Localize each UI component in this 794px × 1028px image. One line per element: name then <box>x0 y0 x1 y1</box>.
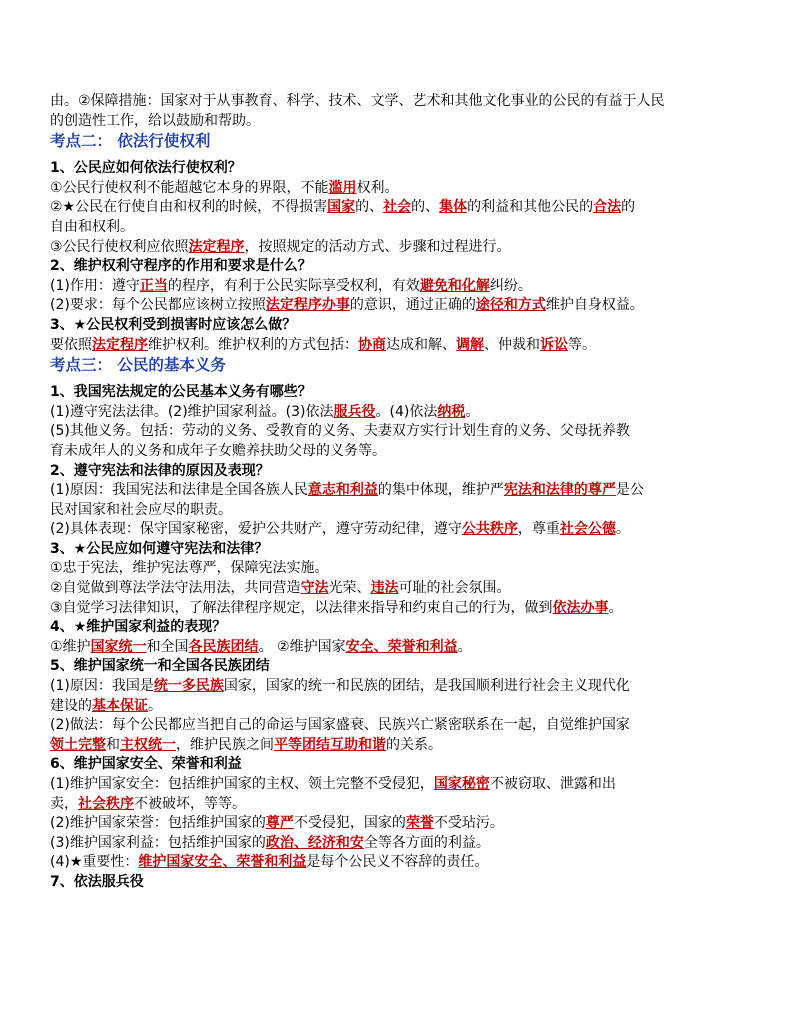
text-segment: 的创造性工作，给以鼓励和帮助。 <box>50 112 260 129</box>
text-segment: 全等各方面的利益。 <box>363 834 490 851</box>
highlighted-keyword: 调解 <box>456 336 484 353</box>
text-segment: (1)遵守宪法法律。(2)维护国家利益。(3)依法 <box>50 403 334 420</box>
text-segment: 的、 <box>411 199 440 216</box>
text-segment: (2)具体表现：保守国家秘密，爱护公共财产，遵守劳动纪律，遵守 <box>50 521 462 538</box>
text-segment: (2)维护国家荣誉：包括维护国家的 <box>50 815 266 832</box>
highlighted-keyword: 统一多民族 <box>153 678 224 695</box>
text-segment: 权利。 <box>356 179 399 196</box>
text-segment: 自由和权利。 <box>50 218 134 235</box>
text-segment: 的 <box>621 199 636 216</box>
text-segment: 的利益和其他公民的 <box>467 199 594 216</box>
text-segment: 。 <box>148 697 162 714</box>
text-line <box>50 814 750 834</box>
text-segment: 达成和解、 <box>386 336 456 353</box>
text-segment: (1)维护国家安全：包括维护国家的主权、领土完整不受侵犯， <box>50 776 434 792</box>
text-line <box>50 442 750 462</box>
document-page <box>50 92 750 893</box>
text-line <box>50 501 750 521</box>
text-segment: ，尊重 <box>517 521 560 538</box>
text-line <box>50 422 750 442</box>
highlighted-keyword: 维护国家安全、荣誉和利益 <box>138 854 307 871</box>
highlighted-keyword: 尊严 <box>265 815 294 832</box>
text-segment: 不受玷污。 <box>433 815 504 832</box>
text-segment: 3、★公民应如何遵守宪法和法律？ <box>50 540 269 557</box>
text-line <box>50 296 750 316</box>
highlighted-keyword: 领土完整 <box>50 736 106 753</box>
text-segment: 。 <box>457 638 472 655</box>
question-line <box>50 873 750 893</box>
highlighted-keyword: 公共秩序 <box>461 521 518 538</box>
text-segment: 不被破坏，等等。 <box>134 795 246 812</box>
text-line <box>50 599 750 619</box>
text-segment: ③公民行使权利应依照 <box>50 238 189 255</box>
question-line <box>50 383 750 403</box>
text-line <box>50 716 750 736</box>
highlighted-keyword: 协商 <box>358 336 386 353</box>
question-line <box>50 540 750 560</box>
highlighted-keyword: 主权统一 <box>120 736 176 753</box>
text-segment: 的意识，通过正确的 <box>349 297 476 314</box>
question-line <box>50 755 750 775</box>
text-segment: 由。②保障措施：国家对于从事教育、科学、技术、文学、艺术和其他文化事业的公民的有益于人民 <box>50 93 665 109</box>
text-segment: 不受侵犯，国家的 <box>293 815 406 832</box>
text-segment: 4、★维护国家利益的表现？ <box>50 619 227 636</box>
question-line <box>50 618 750 638</box>
highlighted-keyword: 意志和利益 <box>307 482 378 499</box>
text-segment: 不被窃取、泄露和出 <box>489 776 616 792</box>
text-line <box>50 481 750 501</box>
text-segment: 2、遵守宪法和法律的原因及表现？ <box>50 462 270 479</box>
text-segment: (4)★重要性： <box>50 854 139 871</box>
text-segment: ①维护 <box>50 638 91 655</box>
text-line <box>50 403 750 423</box>
text-segment: (1)作用：遵守 <box>50 277 140 294</box>
text-line <box>50 179 750 199</box>
text-segment: 维护自身权益。 <box>545 297 644 314</box>
text-line <box>50 238 750 258</box>
highlighted-keyword: 法定程序 <box>92 336 148 353</box>
text-segment: 纠纷。 <box>489 277 532 294</box>
highlighted-keyword: 各民族团结 <box>188 638 259 655</box>
text-segment: 民对国家和社会应尽的职责。 <box>50 501 232 518</box>
question-line <box>50 316 750 336</box>
text-line <box>50 336 750 356</box>
text-segment: 。 <box>615 521 630 538</box>
text-segment: 等。 <box>568 336 596 353</box>
text-segment: 育未成年人的义务和成年子女赡养扶助父母的义务等。 <box>50 442 386 459</box>
text-segment: 的集中体现，维护严 <box>377 482 504 499</box>
highlighted-keyword: 安全、荣誉和利益 <box>345 638 458 655</box>
text-line <box>50 853 750 873</box>
text-segment: ，按照规定的活动方式、步骤和过程进行。 <box>244 238 511 255</box>
text-segment: (2)要求：每个公民都应该树立按照 <box>50 297 266 314</box>
text-segment: 7、依法服兵役 <box>50 873 144 890</box>
question-line <box>50 657 750 677</box>
text-segment: 1、公民应如何依法行使权利？ <box>50 160 242 177</box>
text-segment: ①公民行使权利不能超越它本身的界限，不能 <box>50 179 329 196</box>
text-segment: 的、 <box>355 199 384 216</box>
text-segment: (1)原因：我国是 <box>50 678 154 695</box>
highlighted-keyword: 合法 <box>593 199 622 216</box>
text-line <box>50 834 750 854</box>
text-segment: 。(4)依法 <box>375 403 438 420</box>
highlighted-keyword: 法定程序办事 <box>265 297 350 314</box>
highlighted-keyword: 国家秘密 <box>433 776 490 792</box>
text-line <box>50 112 750 132</box>
highlighted-keyword: 依法办事 <box>552 599 609 616</box>
highlighted-keyword: 违法 <box>370 580 399 597</box>
text-segment: 和 <box>106 736 120 753</box>
text-segment: 、仲裁和 <box>484 336 540 353</box>
text-segment: 考点二： 依法行使权利 <box>50 132 211 151</box>
text-segment: 是每个公民义不容辞的责任。 <box>306 854 489 871</box>
highlighted-keyword: 社会秩序 <box>78 795 134 812</box>
text-segment: 维护权利。维护权利的方式包括： <box>148 336 358 353</box>
text-line <box>50 736 750 756</box>
highlighted-keyword: 宪法和法律的尊严 <box>503 482 616 499</box>
highlighted-keyword: 诉讼 <box>540 336 568 353</box>
text-segment: ③自觉学习法律知识，了解法律程序规定，以法律来指导和约束自己的行为，做到 <box>50 599 553 616</box>
text-segment: 2、维护权利守程序的作用和要求是什么？ <box>50 258 312 275</box>
text-segment: ①忠于宪法，维护宪法尊严，保障宪法实施。 <box>50 560 329 577</box>
text-segment: 的关系。 <box>386 736 442 753</box>
text-line <box>50 92 750 112</box>
question-line <box>50 462 750 482</box>
text-segment: 。 <box>608 599 623 616</box>
highlighted-keyword: 国家 <box>327 199 356 216</box>
text-segment: (1)原因：我国宪法和法律是全国各族人民 <box>50 482 308 499</box>
text-segment: 可耻的社会氛围。 <box>398 580 511 597</box>
text-segment: ②★公民在行使自由和权利的时候，不得损害 <box>50 199 328 216</box>
highlighted-keyword: 社会公德 <box>559 521 616 538</box>
text-line <box>50 697 750 717</box>
text-line <box>50 677 750 697</box>
text-segment: 是公 <box>615 482 644 499</box>
highlighted-keyword: 服兵役 <box>333 403 376 420</box>
text-segment: 建设的 <box>50 697 92 714</box>
question-line <box>50 159 750 179</box>
text-line <box>50 277 750 297</box>
highlighted-keyword: 政治、经济和安 <box>265 834 364 851</box>
text-segment: 和全国 <box>146 638 189 655</box>
text-segment: 国家，国家的统一和民族的团结，是我国顺利进行社会主义现代化 <box>223 678 630 695</box>
highlighted-keyword: 集体 <box>439 199 468 216</box>
text-segment: 。 ②维护国家 <box>258 638 346 655</box>
text-segment: 5、维护国家统一和全国各民族团结 <box>50 658 270 675</box>
text-segment: 考点三： 公民的基本义务 <box>50 356 226 375</box>
text-line <box>50 638 750 658</box>
text-segment: 。 <box>465 403 480 420</box>
text-segment: 要依照 <box>50 336 92 353</box>
highlighted-keyword: 守法 <box>300 580 329 597</box>
highlighted-keyword: 社会 <box>383 199 412 216</box>
highlighted-keyword: 平等团结互助和谐 <box>274 736 386 753</box>
text-line <box>50 218 750 238</box>
section-heading <box>50 355 750 376</box>
highlighted-keyword: 滥用 <box>328 179 357 196</box>
text-segment: (3)维护国家利益：包括维护国家的 <box>50 834 266 851</box>
text-line <box>50 198 750 218</box>
highlighted-keyword: 国家统一 <box>90 638 147 655</box>
text-line <box>50 559 750 579</box>
text-segment: 光荣、 <box>328 580 371 597</box>
text-segment: 3、★公民权利受到损害时应该怎么做？ <box>50 316 297 333</box>
text-line <box>50 775 750 795</box>
highlighted-keyword: 荣誉 <box>405 815 434 832</box>
text-line <box>50 520 750 540</box>
text-segment: ，维护民族之间 <box>176 736 274 753</box>
highlighted-keyword: 法定程序 <box>188 238 245 255</box>
text-segment: 的程序，有利于公民实际享受权利，有效 <box>167 277 420 294</box>
highlighted-keyword: 避免和化解 <box>419 277 490 294</box>
question-line <box>50 257 750 277</box>
text-line <box>50 795 750 815</box>
text-segment: (5)其他义务。包括：劳动的义务、受教育的义务、夫妻双方实行计划生育的义务、父母抚养教 <box>50 423 630 440</box>
text-segment: ②自觉做到尊法学法守法用法，共同营造 <box>50 580 301 597</box>
text-segment: 1、我国宪法规定的公民基本义务有哪些？ <box>50 384 312 401</box>
text-line <box>50 579 750 599</box>
section-heading <box>50 131 750 152</box>
highlighted-keyword: 基本保证 <box>92 697 148 714</box>
highlighted-keyword: 纳税 <box>437 403 466 420</box>
highlighted-keyword: 途径和方式 <box>475 297 546 314</box>
text-segment: 卖， <box>50 795 78 812</box>
text-segment: 6、维护国家安全、荣誉和利益 <box>50 756 242 773</box>
text-segment: (2)做法：每个公民都应当把自己的命运与国家盛衰、民族兴亡紧密联系在一起，自觉维护国家 <box>50 717 630 734</box>
highlighted-keyword: 正当 <box>139 277 168 294</box>
